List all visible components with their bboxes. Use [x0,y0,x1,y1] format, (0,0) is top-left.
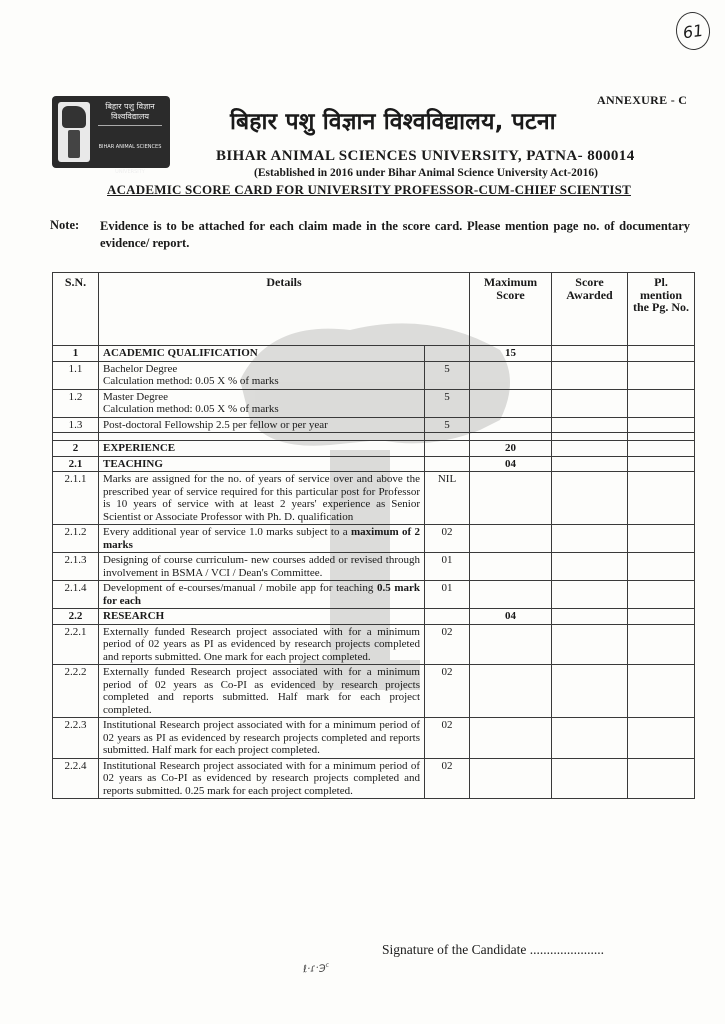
row-points: 01 [425,553,470,581]
table-row [53,624,695,665]
row-serial-number: 2.1.1 [53,472,99,525]
row-details [99,361,425,389]
row-details [99,665,425,718]
row-details [99,472,425,525]
row-details-text: Externally funded Research project associated with for a minimum period of 02 years as Co-PI as evidenced by research projects completed and reports submitted. Half mark for each project completed. [103,666,420,716]
logo-hindi-line2: विश्वविद्यालय [110,112,150,121]
row-details-text: Marks are assigned for the no. of years of service over and above the prescribed year of service required for this particular post for Professor is 10 years of service with at least 2 years' experience as Senior Scientist or Associate Professor with Ph. D. qualification [103,473,420,523]
row-maximum-score [470,718,552,759]
row-maximum-score [470,389,552,417]
row-details-text: Institutional Research project associated with for a minimum period of 02 years as PI as evidenced by research projects completed and reports submitted. Half mark for each project completed. [103,719,420,756]
row-calculation-method: Calculation method: 0.05 X % of marks [103,403,279,415]
table-row [53,665,695,718]
row-details [99,456,425,472]
row-points: 02 [425,525,470,553]
row-details-text: EXPERIENCE [103,442,176,454]
row-serial-number: 1 [53,346,99,362]
row-details-text: TEACHING [103,457,163,470]
row-page-number-cell [628,361,695,389]
handwritten-initials: ℓ·ɾ·℈ᶜ [302,961,330,976]
row-maximum-score [470,758,552,799]
row-score-awarded-cell [552,624,628,665]
row-maximum-score [470,472,552,525]
row-points: 01 [425,581,470,609]
row-maximum-score: 20 [470,441,552,457]
row-page-number-cell [628,346,695,362]
row-serial-number: 2.2 [53,609,99,625]
row-score-awarded-cell [552,581,628,609]
table-row [53,553,695,581]
row-score-awarded-cell [552,718,628,759]
row-details-text: RESEARCH [103,610,165,622]
row-details-text: Post-doctoral Fellowship 2.5 per fellow or per year [103,418,328,431]
table-row [53,581,695,609]
row-details [99,433,425,441]
row-details [99,441,425,457]
row-details-text: Institutional Research project associated with for a minimum period of 02 years as Co-PI as evidenced by research projects completed and reports submitted. 0.25 mark for each project completed. [103,759,420,797]
row-details-text: Externally funded Research project associated with for a minimum period of 02 years as PI as evidenced by research projects completed and reports submitted. One mark for each project completed. [103,625,420,663]
table-row [53,433,695,441]
row-maximum-score [470,525,552,553]
row-score-awarded-cell [552,553,628,581]
row-score-awarded-cell [552,441,628,457]
row-maximum-score [470,581,552,609]
row-maximum-score [470,361,552,389]
logo-hindi-line1: बिहार पशु विज्ञान [105,102,155,111]
row-serial-number: 1.2 [53,389,99,417]
row-details [99,718,425,759]
row-serial-number: 2.2.3 [53,718,99,759]
row-page-number-cell [628,758,695,799]
row-score-awarded-cell [552,361,628,389]
row-maximum-score: 04 [470,456,552,472]
row-maximum-score [470,553,552,581]
row-serial-number: 2.2.1 [53,624,99,665]
row-score-awarded-cell [552,472,628,525]
row-score-awarded-cell [552,609,628,625]
row-page-number-cell [628,472,695,525]
row-score-awarded-cell [552,758,628,799]
row-details-text: Development of e-courses/manual / mobile app for teaching [103,582,374,594]
row-points: 02 [425,718,470,759]
row-score-awarded-cell [552,433,628,441]
logo-english-line1: BIHAR ANIMAL SCIENCES [98,144,162,150]
established-line: (Established in 2016 under Bihar Animal Science University Act-2016) [254,167,598,179]
row-details-text: Master Degree [103,390,169,403]
table-row [53,361,695,389]
row-maximum-score [470,433,552,441]
table-row [53,417,695,433]
row-details-emphasis: maximum of 2 marks [103,526,420,551]
row-points [425,346,470,362]
table-header-row [53,273,695,346]
table-row [53,525,695,553]
row-score-awarded-cell [552,389,628,417]
score-table [52,272,695,799]
row-points: 02 [425,665,470,718]
row-page-number-cell [628,389,695,417]
row-page-number-cell [628,433,695,441]
row-points: 5 [425,417,470,433]
row-serial-number: 2.2.2 [53,665,99,718]
header-maximum-score: Maximum Score [470,273,552,346]
university-logo [52,96,170,175]
row-maximum-score [470,624,552,665]
row-score-awarded-cell [552,417,628,433]
row-points [425,456,470,472]
row-points [425,441,470,457]
row-details [99,525,425,553]
row-details [99,417,425,433]
row-page-number-cell [628,624,695,665]
row-page-number-cell [628,609,695,625]
row-maximum-score: 15 [470,346,552,362]
row-details [99,346,425,362]
row-points [425,609,470,625]
row-serial-number: 2 [53,441,99,457]
row-serial-number: 2.1 [53,456,99,472]
row-details [99,609,425,625]
row-page-number-cell [628,525,695,553]
row-serial-number [53,433,99,441]
table-row [53,718,695,759]
row-points: 02 [425,624,470,665]
row-points: 02 [425,758,470,799]
header-details: Details [99,273,470,346]
table-section-row [53,441,695,457]
table-row [53,472,695,525]
annexure-label: ANNEXURE - C [597,93,688,107]
row-details-text: Every additional year of service 1.0 marks subject to a [103,526,348,538]
row-serial-number: 1.3 [53,417,99,433]
row-details-text: Designing of course curriculum- new courses added or revised through involvement in BSMA / VCI / Dean's Committee. [103,554,420,579]
row-details [99,581,425,609]
row-details-text: ACADEMIC QUALIFICATION [103,347,258,359]
row-details-emphasis: 0.5 mark for each [103,582,420,607]
page-number-stamp: 61 [674,10,713,52]
university-title-hindi: बिहार पशु विज्ञान विश्वविद्यालय, पटना [230,109,556,135]
row-score-awarded-cell [552,665,628,718]
row-details [99,553,425,581]
row-details [99,389,425,417]
row-page-number-cell [628,441,695,457]
table-section-row [53,609,695,625]
candidate-signature-line: Signature of the Candidate ...................... [382,942,604,957]
row-details-text: Bachelor Degree [103,362,178,375]
header-sn: S.N. [53,273,99,346]
row-page-number-cell [628,718,695,759]
row-serial-number: 1.1 [53,361,99,389]
row-points: 5 [425,361,470,389]
table-section-row [53,346,695,362]
bull-emblem-icon [58,102,90,162]
row-maximum-score [470,417,552,433]
table-row [53,758,695,799]
table-row [53,389,695,417]
row-points: 5 [425,389,470,417]
row-calculation-method: Calculation method: 0.05 X % of marks [103,375,279,387]
scorecard-title: ACADEMIC SCORE CARD FOR UNIVERSITY PROFESSOR-CUM-CHIEF SCIENTIST [107,182,631,197]
row-page-number-cell [628,417,695,433]
row-details [99,624,425,665]
row-score-awarded-cell [552,456,628,472]
row-maximum-score [470,665,552,718]
header-page-mention: Pl. mention the Pg. No. [628,273,695,346]
table-section-row [53,456,695,472]
row-points: NIL [425,472,470,525]
row-serial-number: 2.2.4 [53,758,99,799]
row-page-number-cell [628,581,695,609]
note-text: Evidence is to be attached for each claim made in the score card. Please mention page no. of documentary evidence/ report. [100,219,690,250]
row-points [425,433,470,441]
logo-english-line2: UNIVERSITY [115,169,145,175]
header-score-awarded: Score Awarded [552,273,628,346]
row-page-number-cell [628,553,695,581]
row-details [99,758,425,799]
university-title-english: BIHAR ANIMAL SCIENCES UNIVERSITY, PATNA- 800014 [216,148,635,164]
row-maximum-score: 04 [470,609,552,625]
row-serial-number: 2.1.3 [53,553,99,581]
row-serial-number: 2.1.4 [53,581,99,609]
row-score-awarded-cell [552,346,628,362]
row-page-number-cell [628,456,695,472]
note-label: Note: [50,218,80,232]
row-serial-number: 2.1.2 [53,525,99,553]
row-page-number-cell [628,665,695,718]
row-score-awarded-cell [552,525,628,553]
